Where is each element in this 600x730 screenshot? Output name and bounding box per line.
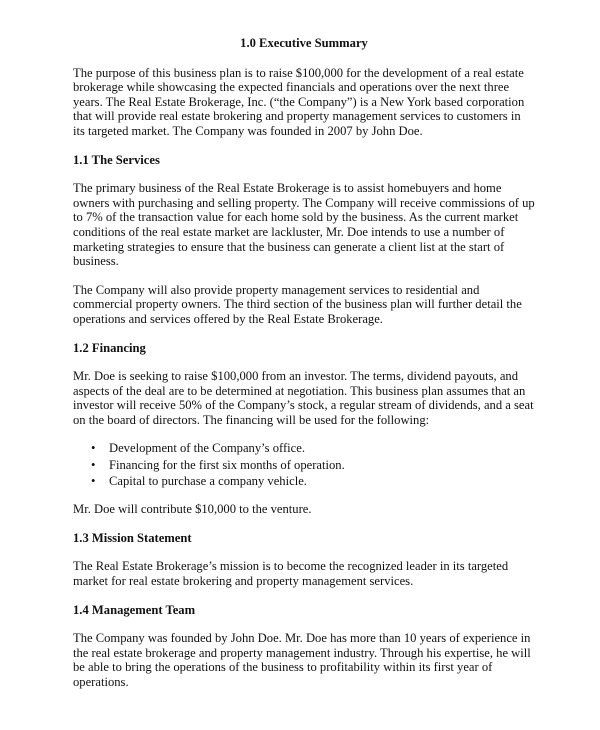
services-paragraph-2: The Company will also provide property management services to residential and commercial property owners. The third section of the business plan will further detail the operations and services offered by the Real Estate Brokerage. — [73, 282, 522, 326]
services-paragraph-1: The primary business of the Real Estate Brokerage is to assist homebuyers and home owners with purchasing and selling property. The Company will receive commissions of up to 7% of the transaction value for each home sold by the business. As the current market conditions of the real estate market are lackluster, Mr. Doe intends to use a number of marketing strategies to ensure that the business can generate a client list at the start of business. — [73, 181, 535, 269]
services-heading: 1.1 The Services — [73, 152, 160, 167]
intro-paragraph: The purpose of this business plan is to raise $100,000 for the development of a real estate brokerage while showcasing the expected financials and operations over the next three years. The Real Estate Brokerage, Inc. (“the Company”) is a New York based corporation that will provide real estate brokering and property management services to customers in its targeted market. The Company was founded in 2007 by John Doe. — [73, 65, 525, 138]
bullet-text: Financing for the first six months of operation. — [109, 457, 345, 472]
financing-heading: 1.2 Financing — [73, 340, 146, 355]
bullet-icon: • — [91, 441, 96, 456]
bullet-text: Development of the Company’s office. — [109, 441, 305, 456]
mission-heading: 1.3 Mission Statement — [73, 530, 192, 545]
list-item — [73, 474, 535, 489]
mission-paragraph: The Real Estate Brokerage’s mission is to become the recognized leader in its targeted market for real estate brokering and property management services. — [73, 559, 509, 589]
financing-bullet-list — [73, 441, 535, 488]
bullet-icon: • — [91, 473, 96, 488]
document-title: 1.0 Executive Summary — [240, 36, 368, 50]
management-heading: 1.4 Management Team — [73, 602, 196, 617]
financing-paragraph-1: Mr. Doe is seeking to raise $100,000 from an investor. The terms, dividend payouts, and aspects of the deal are to be determined at negotiation. This business plan assumes that an investor will receive 50% of the Company’s stock, a regular stream of dividends, and a seat on the board of directors. The financing will be used for the following: — [73, 369, 534, 427]
bullet-text: Capital to purchase a company vehicle. — [109, 473, 307, 488]
bullet-icon: • — [91, 457, 96, 472]
financing-paragraph-2: Mr. Doe will contribute $10,000 to the venture. — [73, 502, 312, 517]
management-paragraph: The Company was founded by John Doe. Mr. Doe has more than 10 years of experience in the real estate brokerage and property management industry. Through his expertise, he will be able to bring the operations of the business to profitability within its first year of operations. — [73, 631, 531, 689]
list-item — [73, 458, 535, 473]
document-page — [73, 36, 535, 704]
list-item — [73, 441, 535, 456]
